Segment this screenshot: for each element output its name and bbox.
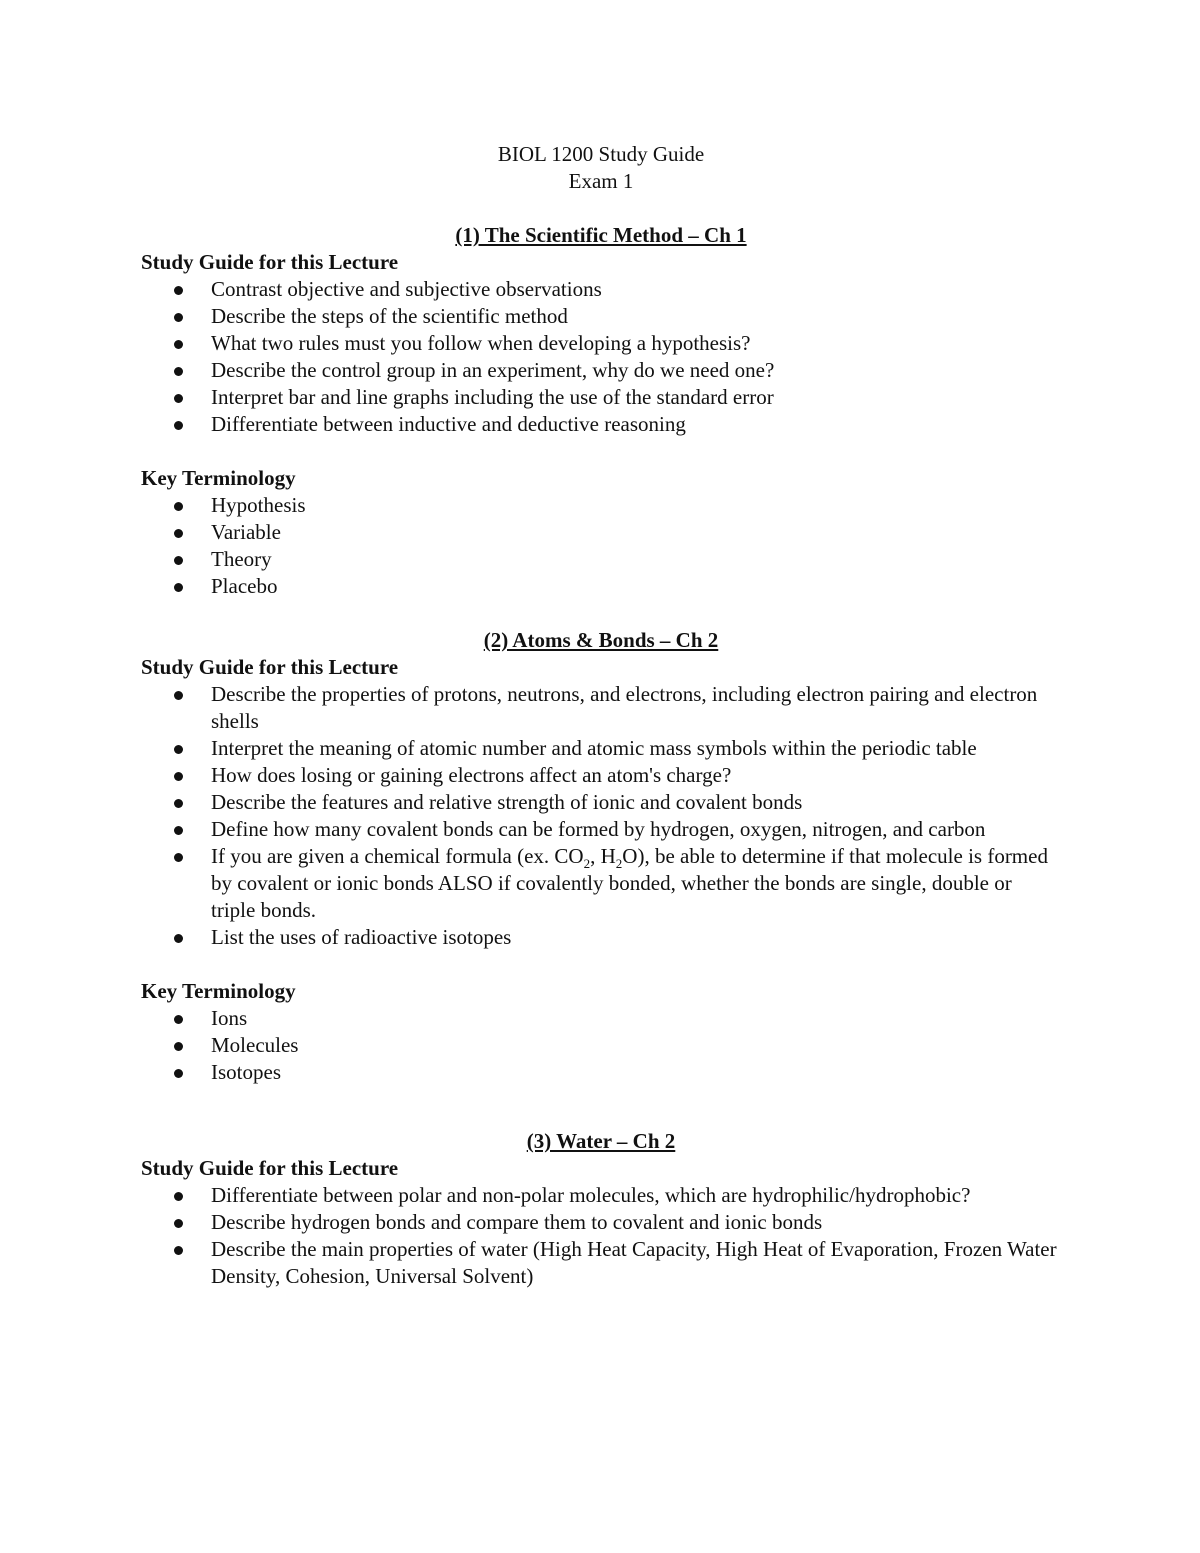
bullet-icon [174, 340, 183, 349]
bullet-icon [174, 529, 183, 538]
document-title: BIOL 1200 Study Guide [497, 142, 705, 166]
section-1-terms-label: Key Terminology [141, 466, 296, 490]
list-item: Differentiate between inductive and deductive reasoning [211, 411, 1061, 438]
list-item: Isotopes [211, 1059, 1061, 1086]
bullet-icon [174, 502, 183, 511]
bullet-icon [174, 367, 183, 376]
list-item: Describe the properties of protons, neutrons, and electrons, including electron pairing and electron shells [211, 681, 1061, 735]
list-item: List the uses of radioactive isotopes [211, 924, 1061, 951]
section-3-study-list [141, 1182, 1061, 1290]
section-2-terms-label: Key Terminology [141, 979, 296, 1003]
bullet-icon [174, 421, 183, 430]
bullet-icon [174, 691, 183, 700]
section-2-terms-list [141, 1005, 1061, 1086]
bullet-icon [174, 556, 183, 565]
list-item: Define how many covalent bonds can be formed by hydrogen, oxygen, nitrogen, and carbon [211, 816, 1061, 843]
bullet-icon [174, 1042, 183, 1051]
list-item: Describe the main properties of water (High Heat Capacity, High Heat of Evaporation, Frozen Water Density, Cohesion, Universal Solvent) [211, 1236, 1061, 1290]
section-2-study-list [141, 681, 1061, 951]
list-item: What two rules must you follow when developing a hypothesis? [211, 330, 1061, 357]
section-1-terms-list [141, 492, 1061, 600]
list-item: How does losing or gaining electrons affect an atom's charge? [211, 762, 1061, 789]
bullet-icon [174, 826, 183, 835]
bullet-icon [174, 313, 183, 322]
list-item: Interpret bar and line graphs including the use of the standard error [211, 384, 1061, 411]
list-item: Theory [211, 546, 1061, 573]
bullet-icon [174, 772, 183, 781]
bullet-icon [174, 853, 183, 862]
list-item: Describe hydrogen bonds and compare them to covalent and ionic bonds [211, 1209, 1061, 1236]
list-item: Contrast objective and subjective observations [211, 276, 1061, 303]
document-page [141, 141, 1061, 1290]
list-item: Describe the control group in an experiment, why do we need one? [211, 357, 1061, 384]
list-item: Placebo [211, 573, 1061, 600]
list-item: Describe the steps of the scientific method [211, 303, 1061, 330]
bullet-icon [174, 1015, 183, 1024]
list-item: Ions [211, 1005, 1061, 1032]
list-item: Interpret the meaning of atomic number and atomic mass symbols within the periodic table [211, 735, 1061, 762]
bullet-icon [174, 934, 183, 943]
section-1-heading: (1) The Scientific Method – Ch 1 [455, 223, 747, 247]
bullet-icon [174, 745, 183, 754]
section-1-study-label: Study Guide for this Lecture [141, 250, 399, 274]
list-item-formula: If you are given a chemical formula (ex. $CO_2$, $H_2O$), be able to determine if that molecule is formed by covalent or ionic bonds ALSO if covalently bonded, whether the bonds are single, double or triple bonds. [211, 843, 1061, 924]
section-3-heading: (3) Water – Ch 2 [526, 1129, 676, 1153]
bullet-icon [174, 799, 183, 808]
section-1-study-list [141, 276, 1061, 438]
bullet-icon [174, 1069, 183, 1078]
bullet-icon [174, 394, 183, 403]
list-item: Hypothesis [211, 492, 1061, 519]
section-2-heading: (2) Atoms & Bonds – Ch 2 [483, 628, 719, 652]
bullet-icon [174, 1192, 183, 1201]
list-item: Variable [211, 519, 1061, 546]
list-item: Differentiate between polar and non-polar molecules, which are hydrophilic/hydrophobic? [211, 1182, 1061, 1209]
bullet-icon [174, 286, 183, 295]
section-2-study-label: Study Guide for this Lecture [141, 655, 399, 679]
bullet-icon [174, 583, 183, 592]
document-subtitle: Exam 1 [568, 169, 634, 193]
bullet-icon [174, 1219, 183, 1228]
list-item: Molecules [211, 1032, 1061, 1059]
section-3-study-label: Study Guide for this Lecture [141, 1156, 399, 1180]
bullet-icon [174, 1246, 183, 1255]
list-item: Describe the features and relative strength of ionic and covalent bonds [211, 789, 1061, 816]
